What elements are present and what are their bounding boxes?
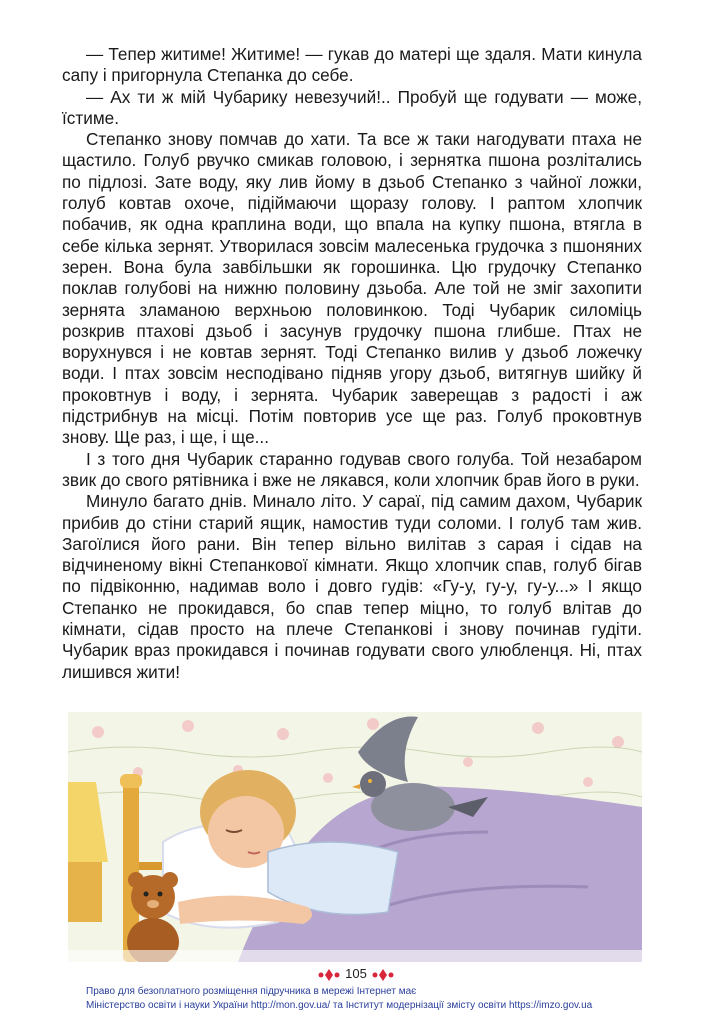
page-number: 105 — [345, 966, 367, 981]
story-text — [62, 44, 642, 683]
paragraph: — Тепер житиме! Житиме! — гукав до матері ще здаля. Мати кинула сапу і пригорнула Степанка до себе. — [62, 44, 642, 86]
footer-source-text: Міністерство освіти і науки України http://mon.gov.ua/ та Інститут модернізації змісту освіти https://imzo.gov.ua — [86, 1000, 593, 1011]
paragraph: — Ах ти ж мій Чубарику невезучий!.. Пробуй ще годувати — може, їстиме. — [62, 86, 642, 128]
paragraph: Степанко знову помчав до хати. Та все ж таки нагодувати птаха не щастило. Голуб рвучко смикав головою, і зернятка пшона розлітались по підлозі. Зате воду, яку лив йому в дзьоб Степанко з чайної ложки, голуб ковтав охоче, підіймаючи щоразу голову. І раптом хлопчик побачив, як одна краплина води, що впала на купку пшона, втягла в себе кілька зернят. Утворилася зовсім малесенька грудочка з пшоняних зерен. Вона була завбільшки як горошинка. Цю грудочку Степанко поклав голубові на нижню половину дзьоба. Але той не зміг захопити зернята зламаною верхньою половинкою. Тоді Чубарик силоміць розкрив птахові дзьоб і засунув грудочку пшона глибше. Птах не ворухнувся і не ковтав зернят. Тоді Степанко вилив у дзьоб ложечку води. І птах зовсім несподівано підняв угору дзьоб, витягнув шийку й проковтнув і воду, і зернята. Чубарик заверещав з радості і аж підстрибнув на місці. Потім повторив усе ще раз. Голуб проковтнув знову. Ще раз, і ще, і ще... — [62, 129, 642, 448]
footer-rights-text: Право для безоплатного розміщення підручника в мережі Інтернет має — [86, 986, 417, 997]
sleeping-boy-illustration — [68, 712, 642, 962]
ornament-right-icon — [372, 967, 394, 983]
page-number-area — [0, 966, 704, 986]
illustration-drawing — [68, 712, 642, 962]
paragraph: І з того дня Чубарик старанно годував свого голуба. Той незабаром звик до свого рятівника і вже не лякався, коли хлопчик брав його в руки. — [62, 448, 642, 490]
paragraph: Минуло багато днів. Минало літо. У сараї, під самим дахом, Чубарик прибив до стіни старий ящик, намостив туди соломи. І голуб там жив. Загоїлися його рани. Він тепер вільно вилітав з сарая і сідав на відчиненому вікні Степанкової кімнати. Якщо хлопчик спав, голуб бігав по підвіконню, надимав воло і довго гудів: «Гу-у, гу-у, гу-у...» І якщо Степанко не прокидався, бо спав тепер міцно, то голуб влітав до кімнати, сідав просто на плече Степанкові і знову починав гудіти. Чубарик враз прокидався і починав годувати свого улюбленця. Ні, птах лишився жити! — [62, 491, 642, 682]
